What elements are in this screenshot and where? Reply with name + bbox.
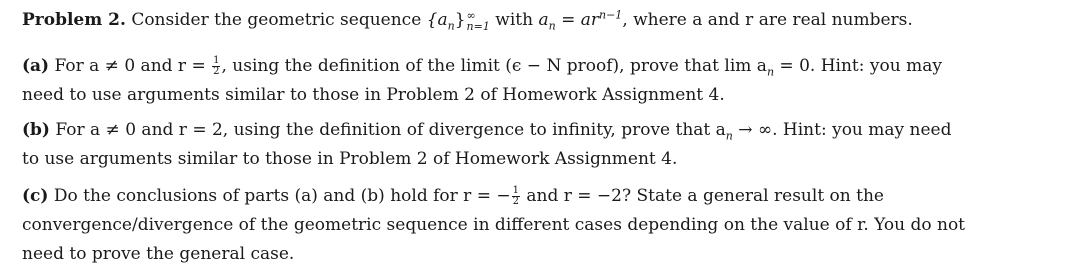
part-b-line1-prefix: For a ≠ 0 and r = 2, using the definition of divergence to infinity, prove that a	[55, 120, 726, 140]
part-c-frac-den: 2	[512, 196, 519, 207]
part-b-line1-sub: n	[725, 129, 733, 143]
part-a	[22, 52, 1062, 110]
part-c-line2: convergence/divergence of the geometric sequence in different cases depending on the value of r. You do not	[22, 215, 966, 235]
part-c-frac-num: 1	[512, 185, 519, 196]
part-b-line2: to use arguments similar to those in Problem 2 of Homework Assignment 4.	[22, 149, 678, 169]
intro-suffix: , where a and r are real numbers.	[622, 10, 913, 30]
intro-seq-sub: n	[447, 19, 455, 33]
part-a-line1-sub: n	[766, 65, 775, 79]
part-a-line2: need to use arguments similar to those in Problem 2 of Homework Assignment 4.	[22, 85, 725, 105]
part-b-label: (b)	[22, 120, 50, 140]
part-a-label: (a)	[22, 56, 50, 76]
part-a-frac-den: 2	[213, 66, 220, 77]
intro-seq: {a	[426, 10, 448, 30]
part-b	[22, 116, 1062, 174]
part-b-line1-end: → ∞. Hint: you may need	[732, 120, 952, 140]
part-c-line1-suffix: and r = −2? State a general result on the	[520, 186, 884, 206]
intro-seq-close: }	[454, 10, 466, 30]
intro-formula-sub: n	[548, 19, 556, 33]
part-c-line3: need to prove the general case.	[22, 244, 295, 264]
part-c-line1-prefix: Do the conclusions of parts (a) and (b) hold for r = −	[53, 186, 511, 206]
intro-limits	[467, 10, 490, 32]
part-a-line1-end: = 0. Hint: you may	[774, 56, 942, 76]
part-a-line1-prefix: For a ≠ 0 and r =	[54, 56, 212, 76]
intro-mid: with	[489, 10, 539, 30]
intro-formula: a	[538, 10, 549, 30]
part-c-fraction	[512, 186, 520, 207]
intro-sub: n=1	[466, 19, 490, 33]
part-a-frac-num: 1	[213, 55, 220, 66]
part-c-label: (c)	[22, 186, 49, 206]
intro-prefix: Consider the geometric sequence	[131, 10, 427, 30]
part-a-line1-suffix: , using the definition of the limit (ϵ − N proof), prove that lim a	[221, 56, 767, 76]
problem-intro	[22, 6, 1062, 35]
problem-heading: Problem 2.	[22, 10, 126, 30]
intro-sup: ∞	[466, 8, 476, 22]
part-a-fraction	[212, 56, 220, 77]
intro-eq: = ar	[555, 10, 599, 30]
intro-exp: n−1	[599, 8, 623, 22]
part-c	[22, 182, 1062, 269]
